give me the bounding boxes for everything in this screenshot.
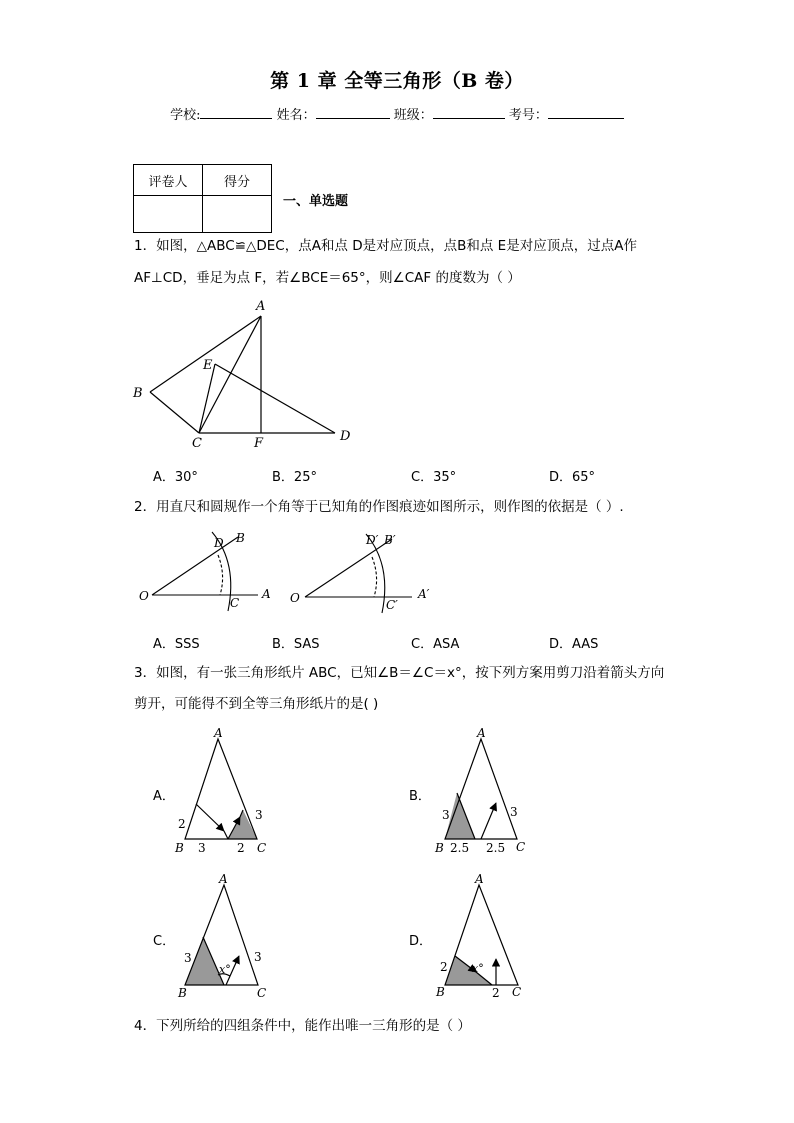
figb-side-bottom-left: 2.5 xyxy=(450,841,470,855)
figa-label-A: A xyxy=(214,727,223,740)
q3-figure-c xyxy=(170,872,280,1002)
figc-label-B: B xyxy=(178,986,187,1000)
q1-option-d[interactable]: D．65° xyxy=(549,470,596,485)
name-label: 姓名： xyxy=(276,108,316,123)
q2-option-b[interactable]: B．SAS xyxy=(272,637,320,652)
figc-angle: x° xyxy=(219,963,231,976)
seg-BC xyxy=(150,392,199,433)
label-C: C xyxy=(192,436,202,451)
figd-side-left: 2 xyxy=(440,960,448,974)
q1-figure xyxy=(125,295,365,455)
seg-ED xyxy=(215,364,335,433)
figa-label-B: B xyxy=(175,841,184,855)
grader-cell[interactable] xyxy=(134,196,203,233)
q3-option-d[interactable]: D． xyxy=(409,934,433,949)
fig2-label-D: D′ xyxy=(366,533,379,547)
q3-option-c[interactable]: C． xyxy=(153,934,176,949)
grader-header: 评卷人 xyxy=(134,165,203,196)
q2-option-d[interactable]: D．AAS xyxy=(549,637,599,652)
number-blank[interactable] xyxy=(548,106,624,119)
figc-side-left: 3 xyxy=(184,951,192,965)
q3-line1: 3．如图，有一张三角形纸片 ABC，已知∠B＝∠C＝x°，按下列方案用剪刀沿着箭头方向 xyxy=(134,665,665,681)
fig1-label-B: B xyxy=(236,531,245,545)
figd-label-C: C xyxy=(512,985,522,999)
figb-label-B: B xyxy=(435,841,444,855)
q1-option-c[interactable]: C．35° xyxy=(411,470,457,485)
score-header: 得分 xyxy=(203,165,272,196)
figc-label-A: A xyxy=(219,872,228,886)
figa-side-left: 2 xyxy=(178,817,186,831)
label-B: B xyxy=(133,386,143,401)
label-D: D xyxy=(340,429,351,444)
label-A: A xyxy=(256,299,266,314)
fig2-label-B: B′ xyxy=(384,533,396,547)
q3-option-b[interactable]: B． xyxy=(409,789,431,804)
figb-label-C: C xyxy=(516,840,526,854)
q3-figure-d xyxy=(430,872,540,1002)
figa-label-C: C xyxy=(257,841,267,855)
page-title: 第 1 章 全等三角形（B 卷） xyxy=(270,70,524,92)
seg-EC xyxy=(199,364,215,433)
seg-CA xyxy=(199,316,261,433)
q2-option-a[interactable]: A．SSS xyxy=(153,637,200,652)
figd-side-bottom: 2 xyxy=(492,986,500,1000)
school-blank[interactable] xyxy=(200,106,272,119)
number-label: 考号： xyxy=(508,108,548,123)
figb-side-bottom-right: 2.5 xyxy=(486,841,506,855)
fig2-label-C: C′ xyxy=(386,598,398,612)
figa-side-bottom-right: 2 xyxy=(237,841,245,855)
figa-side-bottom-left: 3 xyxy=(198,841,206,855)
figc-side-right: 3 xyxy=(254,950,262,964)
figd-label-A: A xyxy=(475,872,484,886)
name-blank[interactable] xyxy=(316,106,390,119)
fig1-label-C: C xyxy=(230,596,240,610)
q1-line1: 1．如图，△ABC≌△DEC，点A和点 D是对应顶点，点B和点 E是对应顶点，过点A作 xyxy=(134,238,637,254)
label-F: F xyxy=(254,436,264,451)
fig2-label-O: O xyxy=(290,591,300,605)
q3-line2: 剪开，可能得不到全等三角形纸片的是( ) xyxy=(134,696,379,712)
q2-text: 2．用直尺和圆规作一个角等于已知角的作图痕迹如图所示，则作图的依据是（ ）. xyxy=(134,499,624,515)
student-info-line xyxy=(0,104,794,123)
score-cell[interactable] xyxy=(203,196,272,233)
fig1-label-D: D xyxy=(214,536,224,550)
fig1-label-O: O xyxy=(139,589,149,603)
q1-option-a[interactable]: A．30° xyxy=(153,470,198,485)
q1-line2: AF⊥CD，垂足为点 F，若∠BCE＝65°，则∠CAF 的度数为（ ） xyxy=(134,270,521,286)
figa-side-right: 3 xyxy=(255,808,263,822)
fig1-label-A: A xyxy=(262,587,271,601)
figb-side-left: 3 xyxy=(442,808,450,822)
figb-label-A: A xyxy=(477,727,486,740)
section-title: 一、单选题 xyxy=(283,194,349,209)
q2-option-c[interactable]: C．ASA xyxy=(411,637,460,652)
class-blank[interactable] xyxy=(433,106,505,119)
figb-side-right: 3 xyxy=(510,805,518,819)
school-label: 学校: xyxy=(170,108,201,123)
figd-angle: x° xyxy=(472,962,484,975)
q3-figure-a xyxy=(170,727,280,857)
class-label: 班级： xyxy=(393,108,433,123)
fig2-label-A: A′ xyxy=(418,587,430,601)
figd-label-B: B xyxy=(436,985,445,999)
label-E: E xyxy=(203,358,213,373)
q4-text: 4．下列所给的四组条件中，能作出唯一三角形的是（ ） xyxy=(134,1018,471,1034)
q3-option-a[interactable]: A． xyxy=(153,789,175,804)
score-table xyxy=(133,164,272,233)
q1-option-b[interactable]: B．25° xyxy=(272,470,317,485)
q3-figure-b xyxy=(430,727,540,857)
q2-figure xyxy=(130,525,450,615)
figc-label-C: C xyxy=(257,986,267,1000)
